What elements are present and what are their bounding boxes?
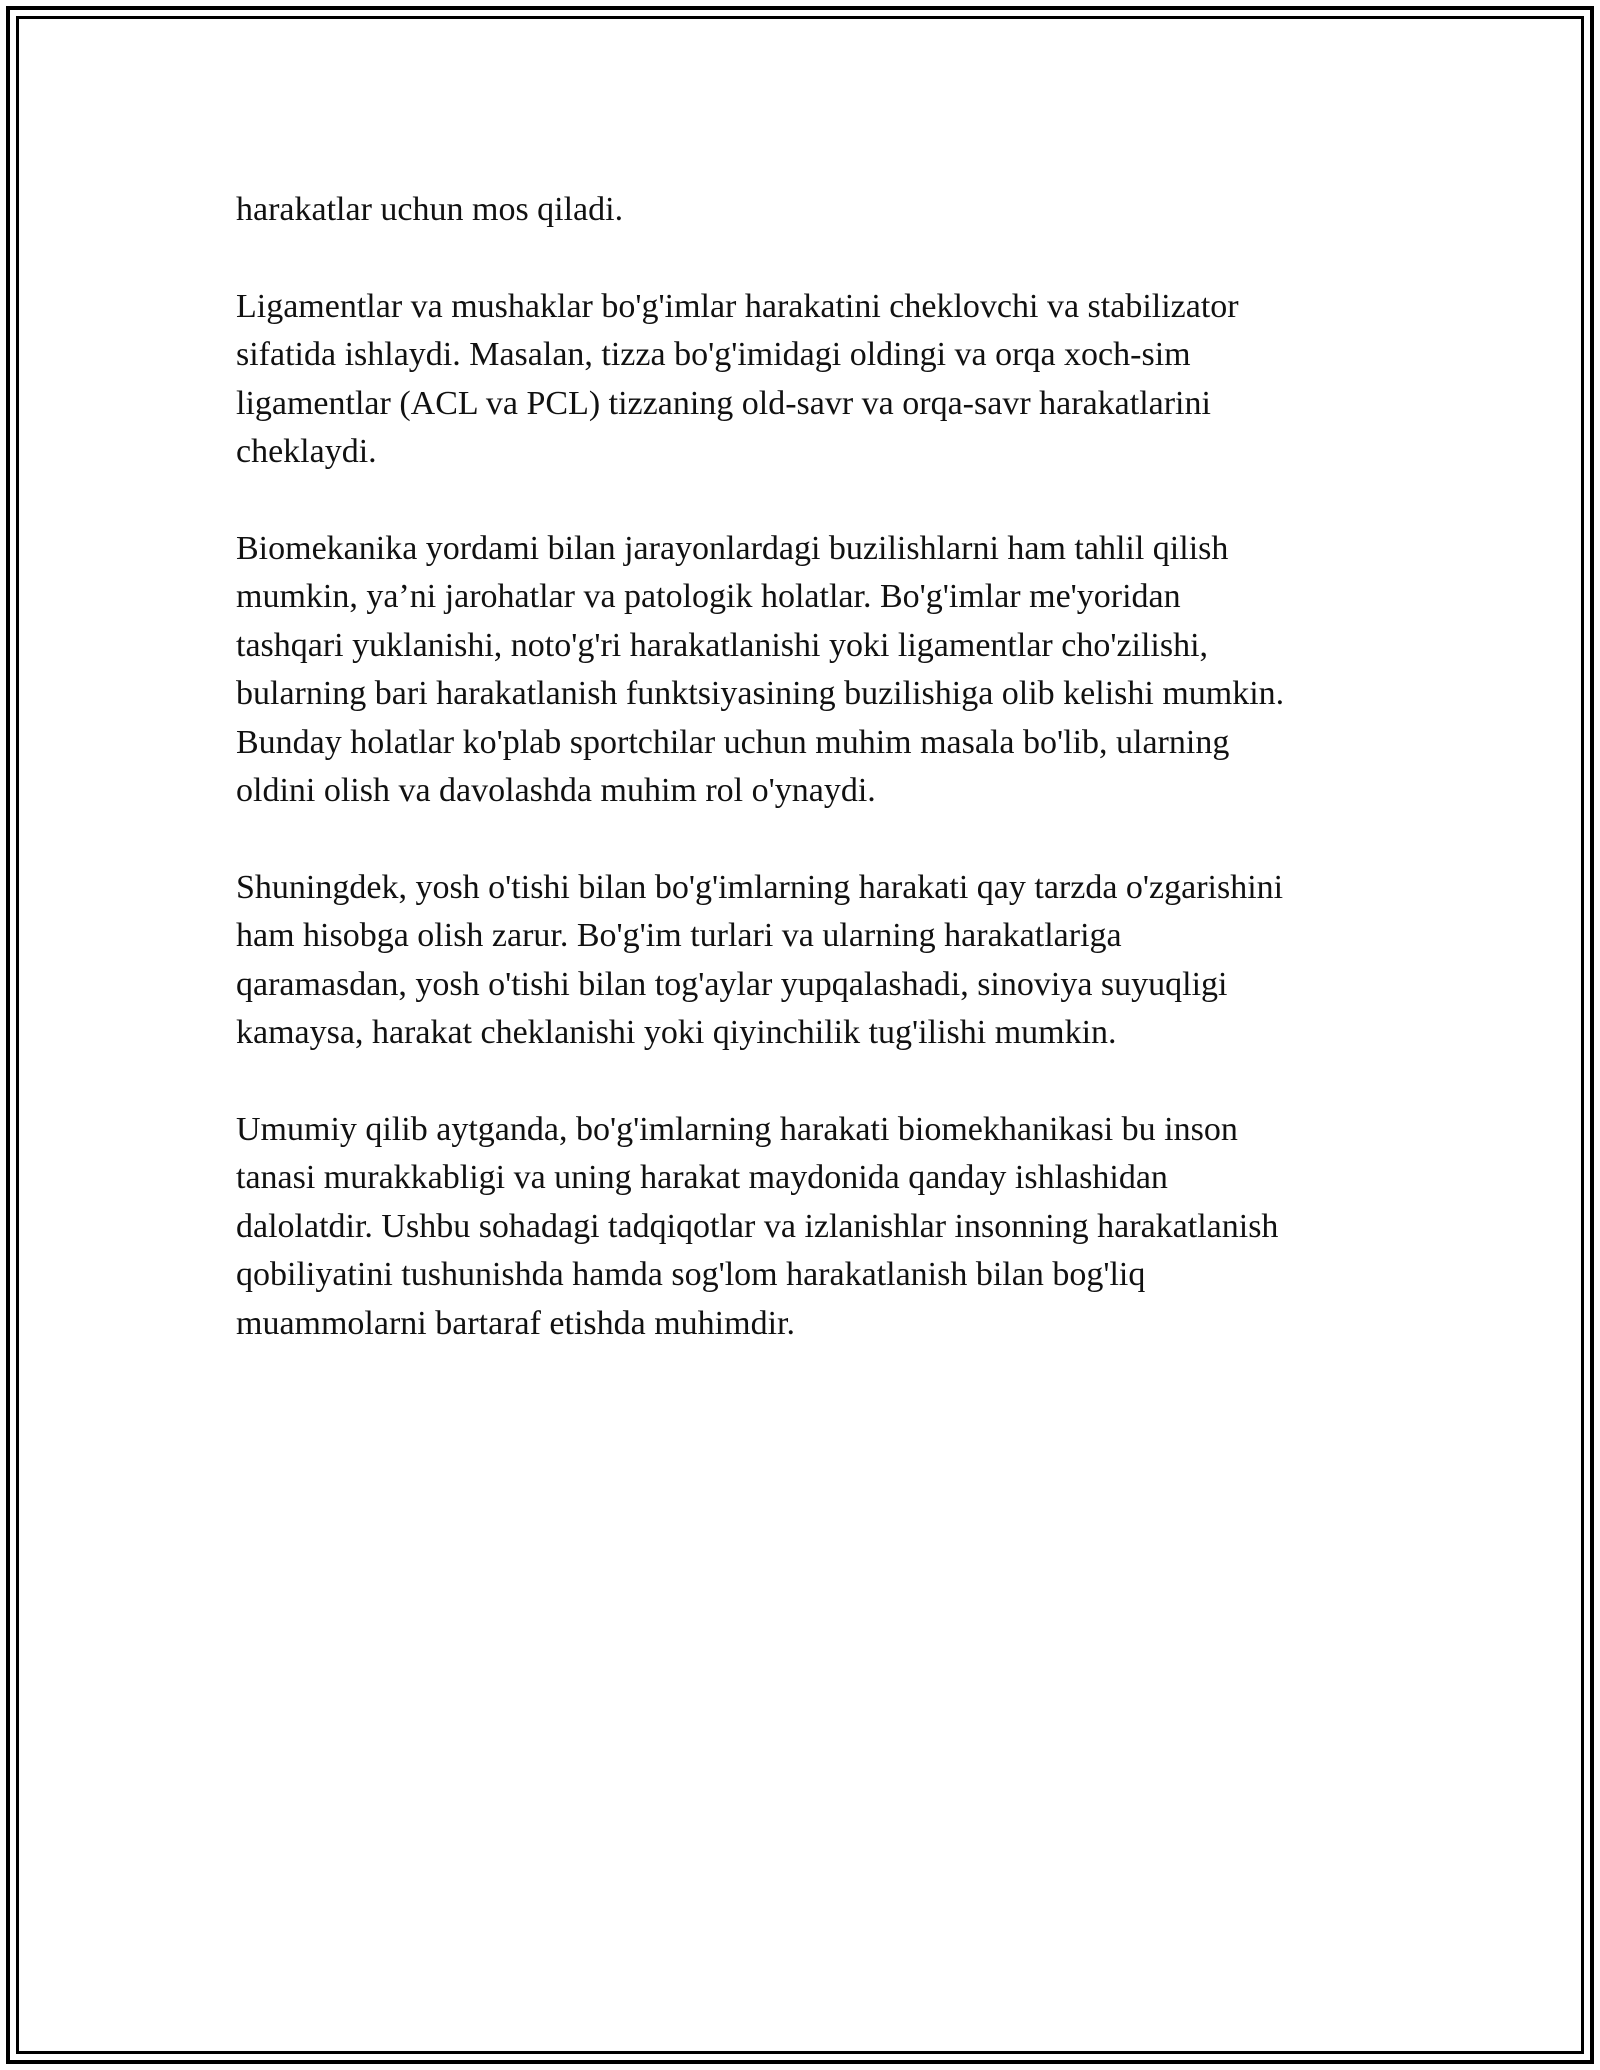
paragraph-aging: Shuningdek, yosh o'tishi bilan bo'g'imlarning harakati qay tarzda o'zgarishini ham hisobga olish zarur. Bo'g'im turlari va ularning harakatlariga qaramasdan, yosh o'tishi bilan tog'aylar yupqalashadi, sinoviya suyuqligi kamaysa, harakat cheklanishi yoki qiyinchilik tug'ilishi mumkin. — [236, 868, 1284, 1051]
document-body — [236, 186, 1396, 1396]
paragraph-ligaments: Ligamentlar va mushaklar bo'g'imlar harakatini cheklovchi va stabilizator sifatida ishlaydi. Masalan, tizza bo'g'imidagi oldingi va orqa xoch-sim ligamentlar (ACL va PCL) tizzaning old-savr va orqa-savr harakatlarini cheklaydi. — [236, 287, 1239, 470]
paragraph-conclusion: Umumiy qilib aytganda, bo'g'imlarning harakati biomekhanikasi bu inson tanasi murakkabligi va uning harakat maydonida qanday ishlashidan dalolatdir. Ushbu sohadagi tadqiqotlar va izlanishlar insonning harakatlanish qobiliyatini tushunishda hamda sog'lom harakatlanish bilan bog'liq muammolarni bartaraf etishda muhimdir. — [236, 1110, 1279, 1342]
paragraph-continuation: harakatlar uchun mos qiladi. — [236, 191, 624, 228]
paragraph-injuries: Biomekanika yordami bilan jarayonlardagi buzilishlarni ham tahlil qilish mumkin, ya’ni jarohatlar va patologik holatlar. Bo'g'imlar me'yoridan tashqari yuklanishi, noto'g'ri harakatlanishi yoki ligamentlar cho'zilishi, bularning bari harakatlanish funktsiyasining buzilishiga olib kelishi mumkin. Bunday holatlar ko'plab sportchilar uchun muhim masala bo'lib, ularning oldini olish va davolashda muhim rol o'ynaydi. — [236, 529, 1285, 809]
